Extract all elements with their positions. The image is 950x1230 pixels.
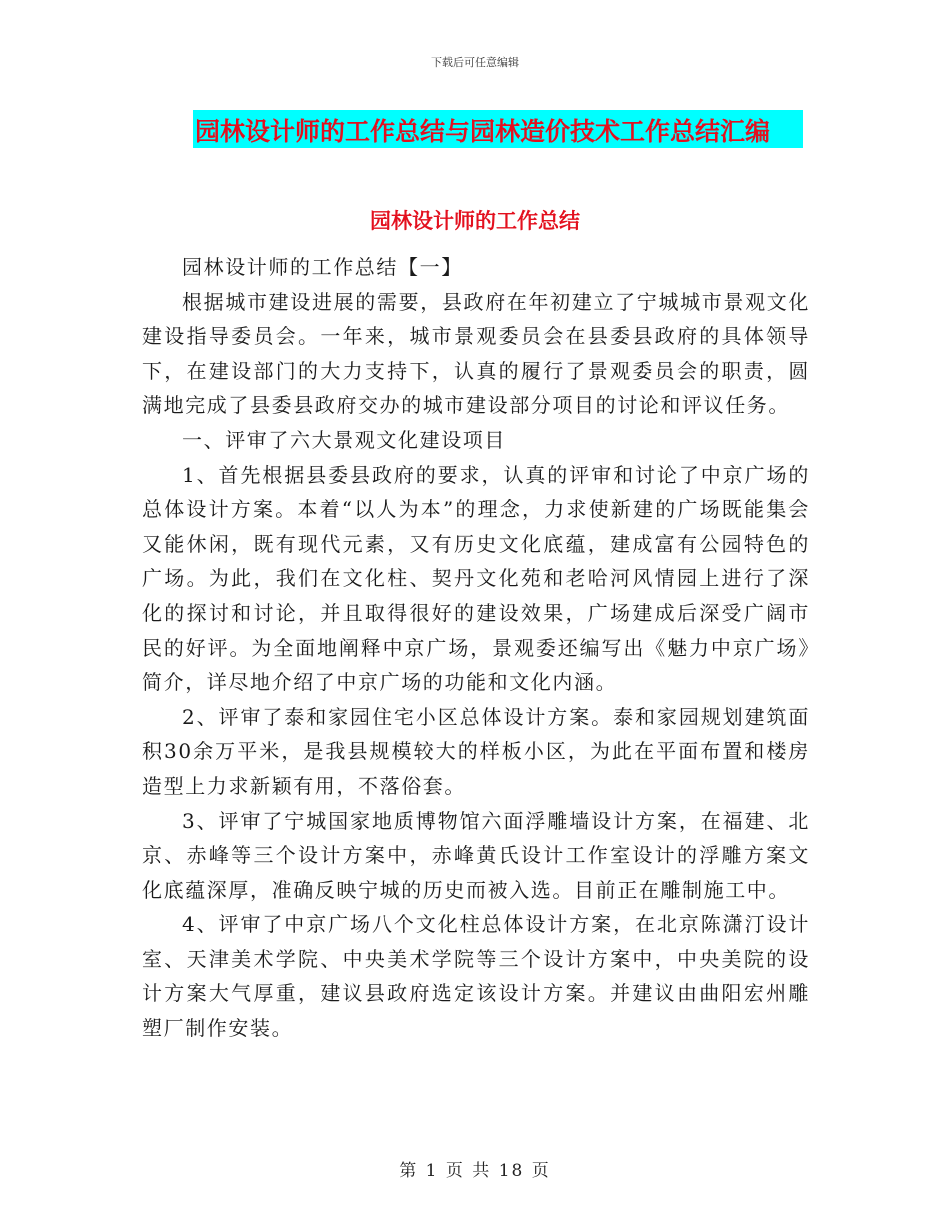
paragraph: 2、评审了泰和家园住宅小区总体设计方案。泰和家园规划建筑面积30余万平米，是我县规模较大的样板小区，为此在平面布置和楼房造型上力求新颖有用，不落俗套。 xyxy=(142,704,810,798)
paragraph: 1、首先根据县委县政府的要求，认真的评审和讨论了中京广场的总体设计方案。本着“以人为本”的理念，力求使新建的广场既能集会又能休闲，既有现代元素，又有历史文化底蕴，建成富有公园特色的广场。为此，我们在文化柱、契丹文化苑和老哈河风情园上进行了深化的探讨和讨论，并且取得很好的建设效果，广场建成后深受广阔市民的好评。为全面地阐释中京广场，景观委还编写出《魅力中京广场》简介，详尽地介绍了中京广场的功能和文化内涵。 xyxy=(142,462,810,695)
paragraph-section-heading: 一、评审了六大景观文化建设项目 xyxy=(182,427,506,452)
page-number: 第 1 页 共 18 页 xyxy=(399,1161,551,1181)
paragraph: 根据城市建设进展的需要，县政府在年初建立了宁城城市景观文化建设指导委员会。一年来，城市景观委员会在县委县政府的具体领导下，在建设部门的大力支持下，认真的履行了景观委员会的职责，圆满地完成了县委县政府交办的城市建设部分项目的讨论和评议任务。 xyxy=(142,289,810,418)
paragraph: 4、评审了中京广场八个文化柱总体设计方案，在北京陈潇汀设计室、天津美术学院、中央美术学院等三个设计方案中，中央美院的设计方案大气厚重，建议县政府选定该设计方案。并建议由曲阳宏州雕塑厂制作安装。 xyxy=(142,912,810,1041)
document-body xyxy=(142,250,810,1046)
section-title: 园林设计师的工作总结 xyxy=(370,209,580,233)
main-title: 园林设计师的工作总结与园林造价技术工作总结汇编 xyxy=(195,117,771,146)
page-header-note: 下载后可任意编辑 xyxy=(431,56,519,69)
paragraph-heading: 园林设计师的工作总结【一】 xyxy=(182,255,463,279)
paragraph: 3、评审了宁城国家地质博物馆六面浮雕墙设计方案，在福建、北京、赤峰等三个设计方案中，赤峰黄氏设计工作室设计的浮雕方案文化底蕴深厚，准确反映宁城的历史而被入选。目前正在雕制施工中。 xyxy=(142,808,810,902)
